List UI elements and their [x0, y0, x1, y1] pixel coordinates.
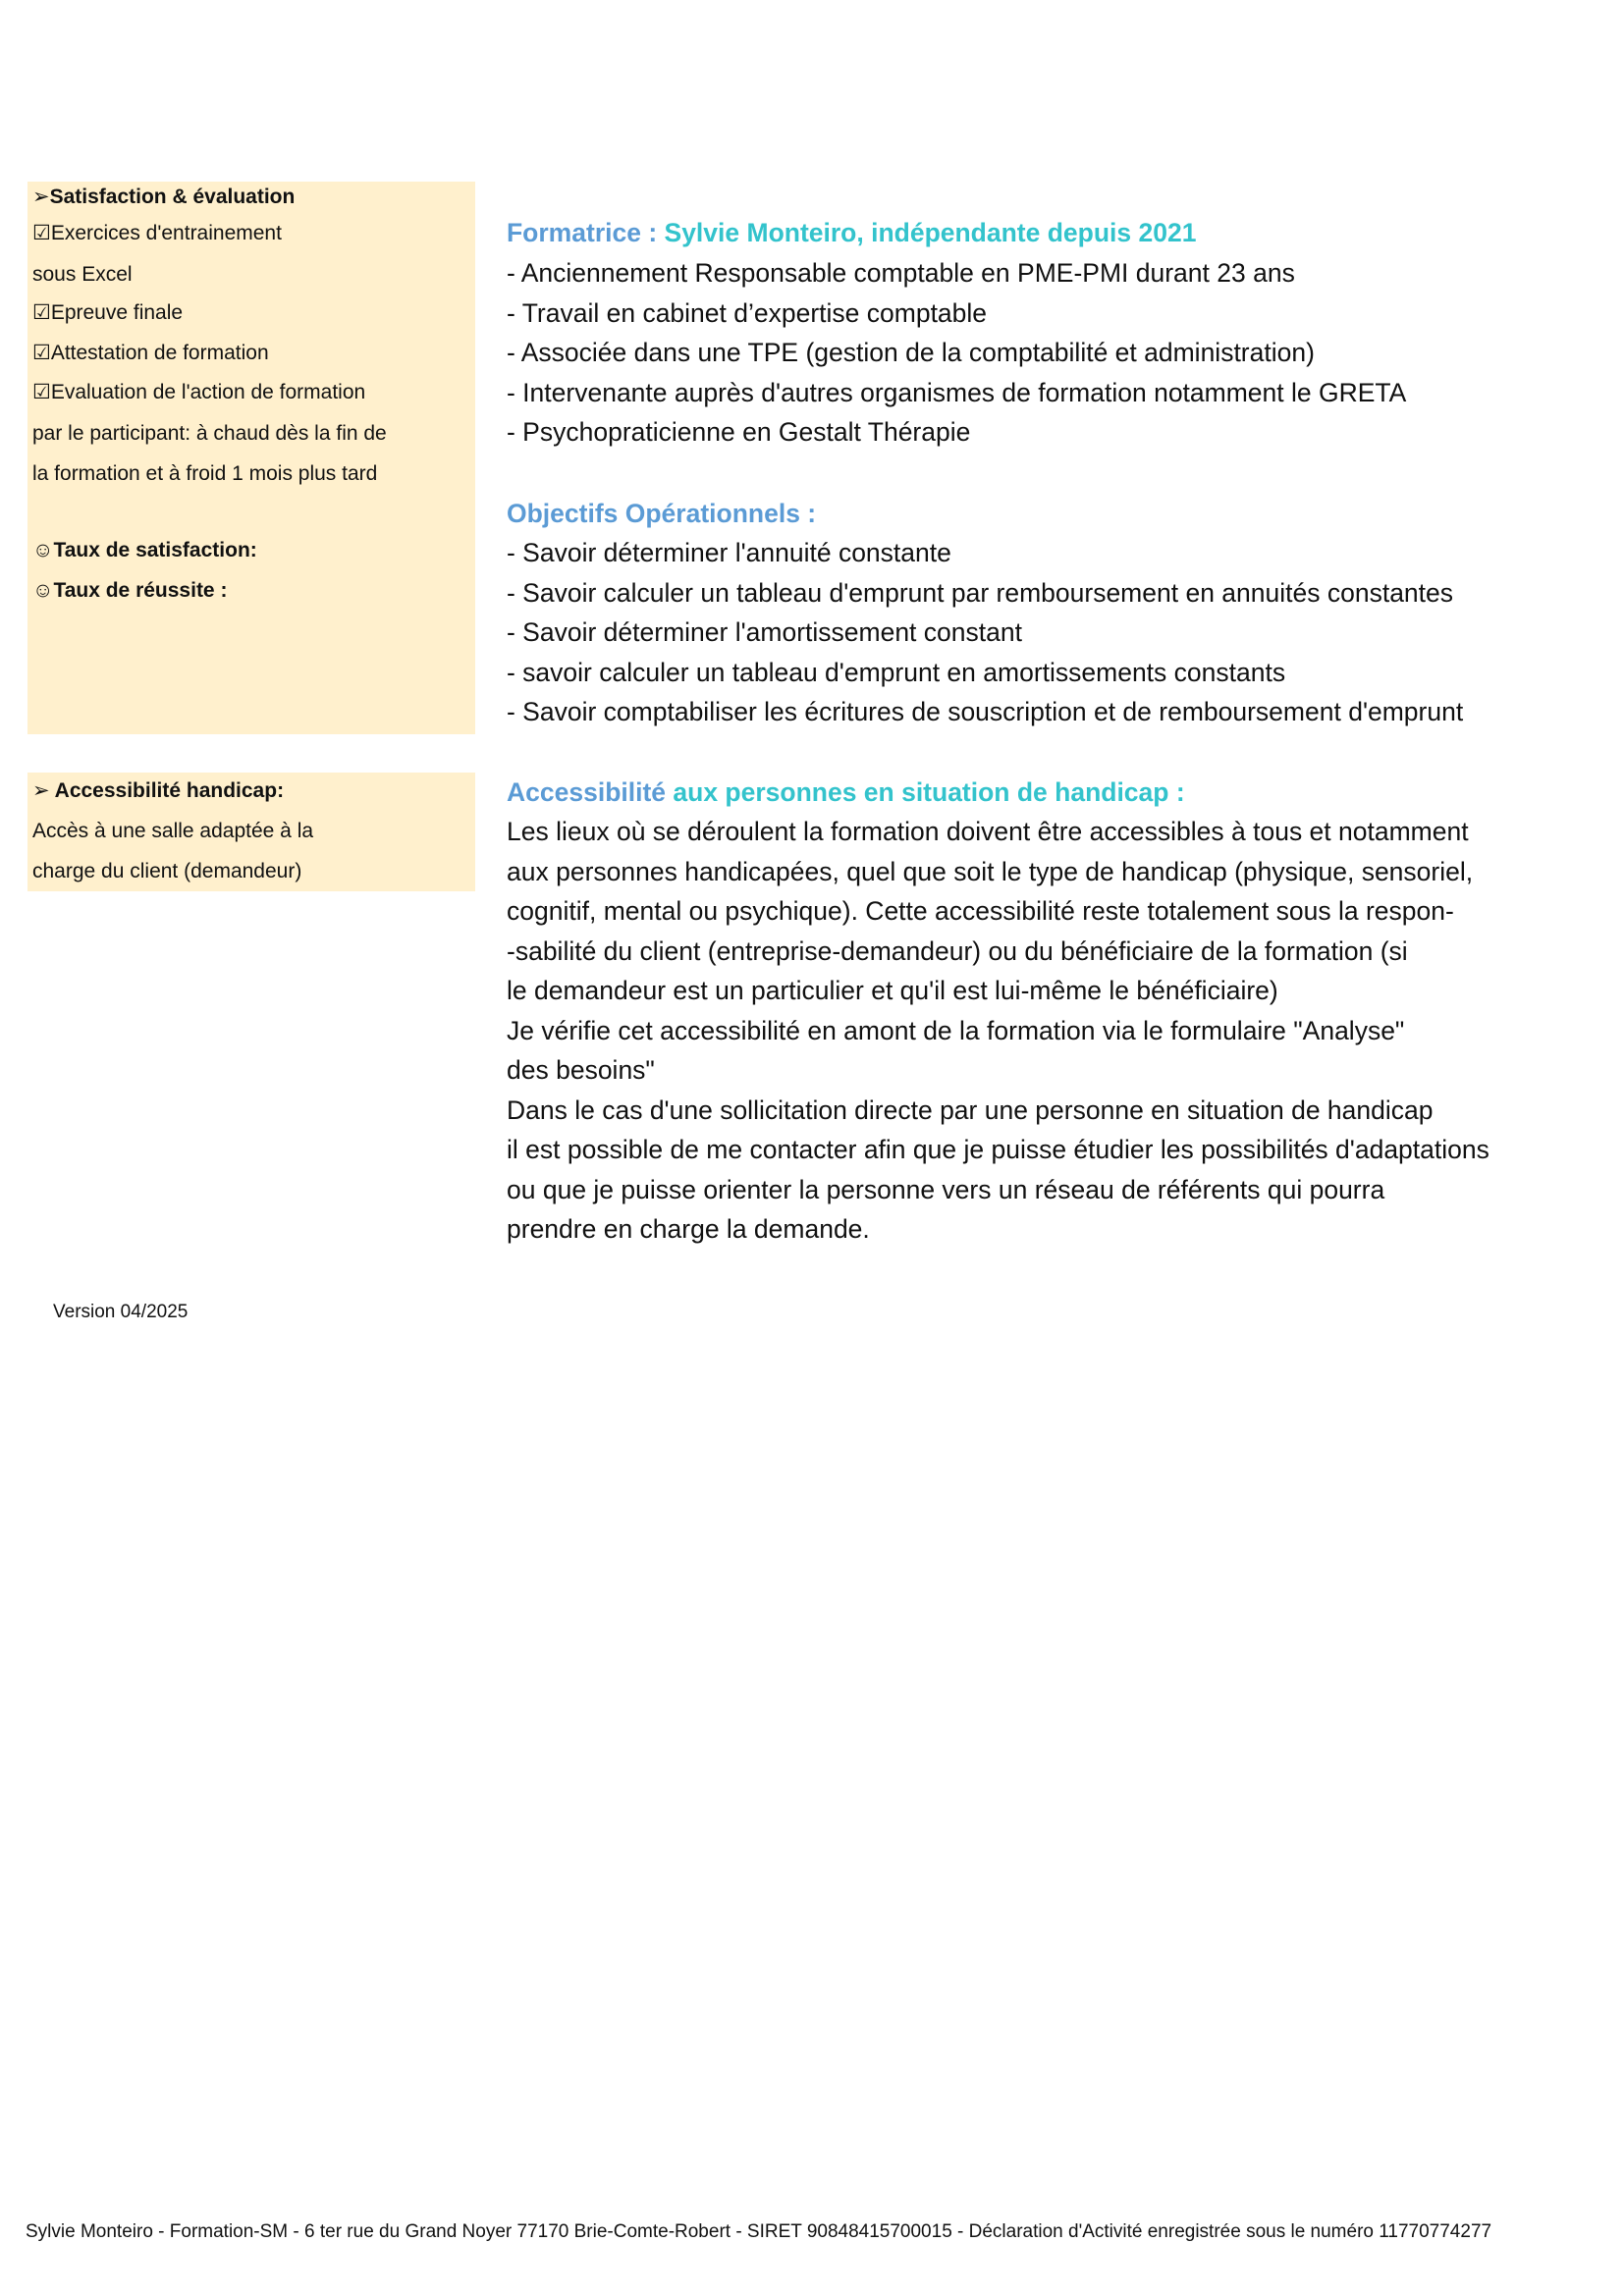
objective-line: - Savoir comptabiliser les écritures de souscription et de remboursement d'emprunt [507, 697, 1464, 726]
eval-item: ☑Evaluation de l'action de formation [32, 381, 366, 403]
satisfaction-title: ➢Satisfaction & évaluation [32, 186, 296, 208]
accessibility-text: cognitif, mental ou psychique). Cette accessibilité reste totalement sous la respon- [507, 896, 1454, 926]
accessibility-title: ➢ Accessibilité handicap: [32, 779, 285, 802]
accessibility-text: Je vérifie cet accessibilité en amont de la formation via le formulaire "Analyse" [507, 1016, 1405, 1045]
accessibility-text: des besoins" [507, 1055, 655, 1085]
objective-line: - savoir calculer un tableau d'emprunt en amortissements constants [507, 658, 1286, 687]
eval-item: ☑Attestation de formation [32, 342, 269, 364]
accessibility-text: Les lieux où se déroulent la formation doivent être accessibles à tous et notamment [507, 817, 1469, 846]
accessibility-text: Dans le cas d'une sollicitation directe par une personne en situation de handicap [507, 1095, 1434, 1125]
accessibility-text: aux personnes handicapées, quel que soit le type de handicap (physique, sensoriel, [507, 857, 1474, 886]
accessibility-text: prendre en charge la demande. [507, 1214, 870, 1244]
eval-item: sous Excel [32, 263, 133, 286]
eval-item: ☑Epreuve finale [32, 301, 184, 324]
trainer-line: - Intervenante auprès d'autres organismes de formation notamment le GRETA [507, 378, 1407, 407]
trainer-line: - Associée dans une TPE (gestion de la comptabilité et administration) [507, 338, 1315, 367]
objective-line: - Savoir déterminer l'annuité constante [507, 538, 951, 567]
accessibility-title-rest: aux personnes en situation de handicap : [673, 777, 1185, 807]
accessibility-heading [507, 777, 1185, 808]
accessibility-label: Accessibilité [507, 777, 674, 807]
satisfaction-rate: ☺Taux de satisfaction: [32, 539, 257, 561]
eval-item: par le participant: à chaud dès la fin de [32, 422, 387, 445]
footer: Sylvie Monteiro - Formation-SM - 6 ter rue du Grand Noyer 77170 Brie-Comte-Robert - SIRET 90848415700015 - Déclaration d'Activité enregistrée sous le numéro 11770774277 [26, 2221, 1492, 2242]
accessibility-text: il est possible de me contacter afin que je puisse étudier les possibilités d'adaptations [507, 1135, 1489, 1164]
objective-line: - Savoir déterminer l'amortissement constant [507, 617, 1022, 647]
trainer-line: - Anciennement Responsable comptable en PME-PMI durant 23 ans [507, 258, 1295, 288]
accessibility-line: charge du client (demandeur) [32, 860, 302, 882]
accessibility-text: -sabilité du client (entreprise-demandeur) ou du bénéficiaire de la formation (si [507, 936, 1408, 966]
accessibility-line: Accès à une salle adaptée à la [32, 820, 314, 842]
eval-item: la formation et à froid 1 mois plus tard [32, 462, 378, 485]
trainer-line: - Psychopraticienne en Gestalt Thérapie [507, 417, 971, 447]
objective-line: - Savoir calculer un tableau d'emprunt par remboursement en annuités constantes [507, 578, 1454, 608]
accessibility-text: le demandeur est un particulier et qu'il est lui-même le bénéficiaire) [507, 976, 1278, 1005]
accessibility-text: ou que je puisse orienter la personne vers un réseau de référents qui pourra [507, 1175, 1385, 1204]
trainer-name: Sylvie Monteiro, indépendante depuis 2021 [664, 218, 1197, 247]
trainer-label: Formatrice : [507, 218, 665, 247]
trainer-heading [507, 218, 1196, 248]
success-rate: ☺Taux de réussite : [32, 579, 228, 602]
trainer-line: - Travail en cabinet d’expertise comptable [507, 298, 988, 328]
objectives-title: Objectifs Opérationnels : [507, 499, 817, 528]
version-label: Version 04/2025 [53, 1302, 189, 1322]
eval-item: ☑Exercices d'entrainement [32, 222, 282, 244]
